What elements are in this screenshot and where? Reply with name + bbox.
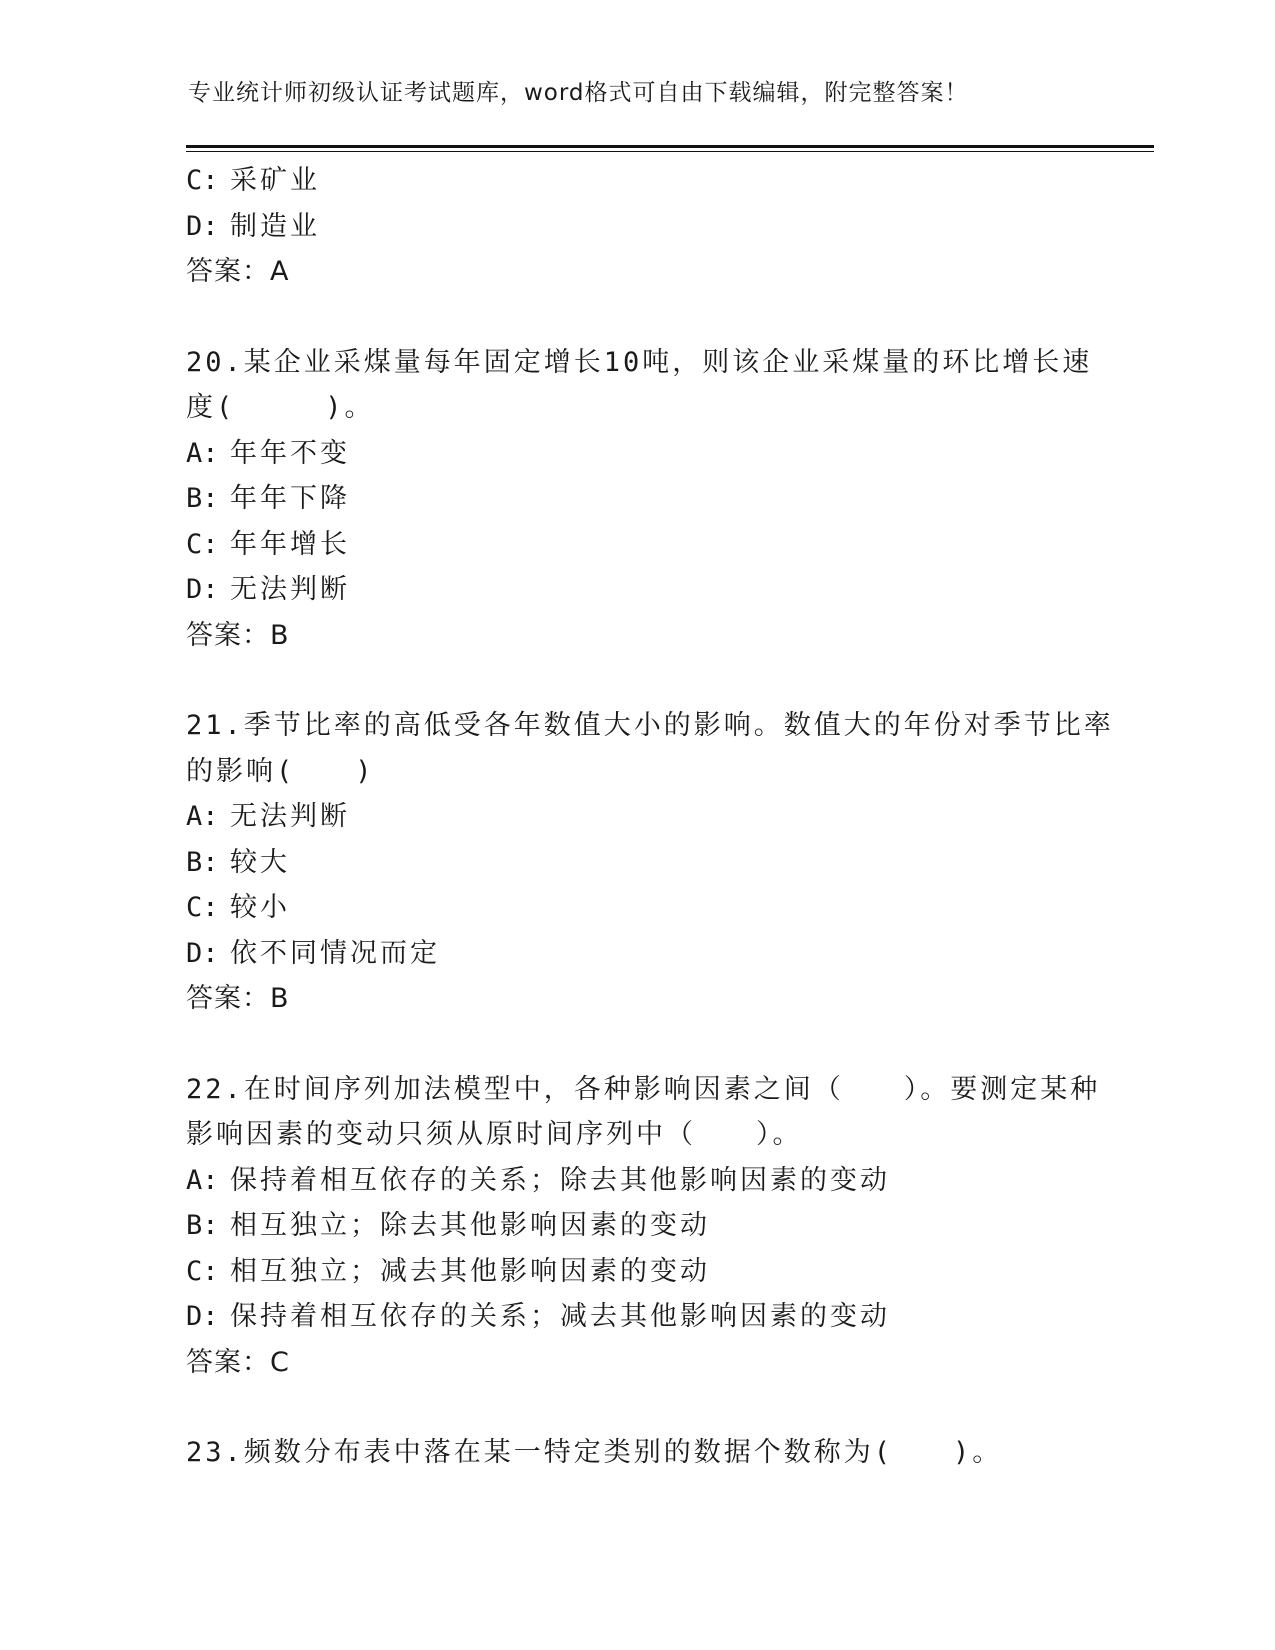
option-b: B: 较大 bbox=[186, 846, 290, 878]
option-d: D: 依不同情况而定 bbox=[186, 937, 440, 969]
question-text: 度( )。 bbox=[186, 392, 375, 423]
answer: 答案：B bbox=[186, 983, 290, 1014]
option-a: A: 年年不变 bbox=[186, 437, 350, 469]
question-text: 的影响( ) bbox=[186, 755, 375, 787]
option-c: C: 年年增长 bbox=[186, 528, 350, 560]
question-text: 影响因素的变动只须从原时间序列中（ ）。 bbox=[186, 1119, 803, 1150]
option-b: B: 相互独立；除去其他影响因素的变动 bbox=[186, 1210, 710, 1241]
header-rule-thick bbox=[186, 145, 1154, 148]
header-rule-thin bbox=[186, 151, 1154, 152]
option-c: C: 相互独立；减去其他影响因素的变动 bbox=[186, 1255, 710, 1287]
answer: 答案：B bbox=[186, 619, 290, 651]
question-19-tail bbox=[186, 158, 1086, 295]
question-20 bbox=[186, 340, 1093, 659]
page-header: 专业统计师初级认证考试题库，word格式可自由下载编辑，附完整答案！ bbox=[188, 80, 969, 106]
option-d: D: 保持着相互依存的关系；减去其他影响因素的变动 bbox=[186, 1301, 890, 1332]
option-b: B: 年年下降 bbox=[186, 483, 350, 514]
question-list bbox=[186, 158, 1114, 1476]
option-c: C: 采矿业 bbox=[186, 165, 320, 196]
option-d: D: 制造业 bbox=[186, 210, 320, 242]
question-text: 21.季节比率的高低受各年数值大小的影响。数值大的年份对季节比率 bbox=[186, 710, 1114, 741]
question-text: 23.频数分布表中落在某一特定类别的数据个数称为( )。 bbox=[186, 1437, 1003, 1468]
question-22 bbox=[186, 1067, 1101, 1386]
question-23 bbox=[186, 1430, 1086, 1476]
answer: 答案：C bbox=[186, 1346, 290, 1378]
option-a: A: 保持着相互依存的关系；除去其他影响因素的变动 bbox=[186, 1164, 890, 1196]
question-text: 20.某企业采煤量每年固定增长10吨，则该企业采煤量的环比增长速 bbox=[186, 346, 1093, 378]
answer: 答案：A bbox=[186, 256, 290, 287]
question-21 bbox=[186, 703, 1114, 1022]
question-text: 22.在时间序列加法模型中，各种影响因素之间（ ）。要测定某种 bbox=[186, 1073, 1101, 1105]
option-c: C: 较小 bbox=[186, 892, 290, 923]
option-a: A: 无法判断 bbox=[186, 801, 350, 832]
option-d: D: 无法判断 bbox=[186, 574, 350, 605]
